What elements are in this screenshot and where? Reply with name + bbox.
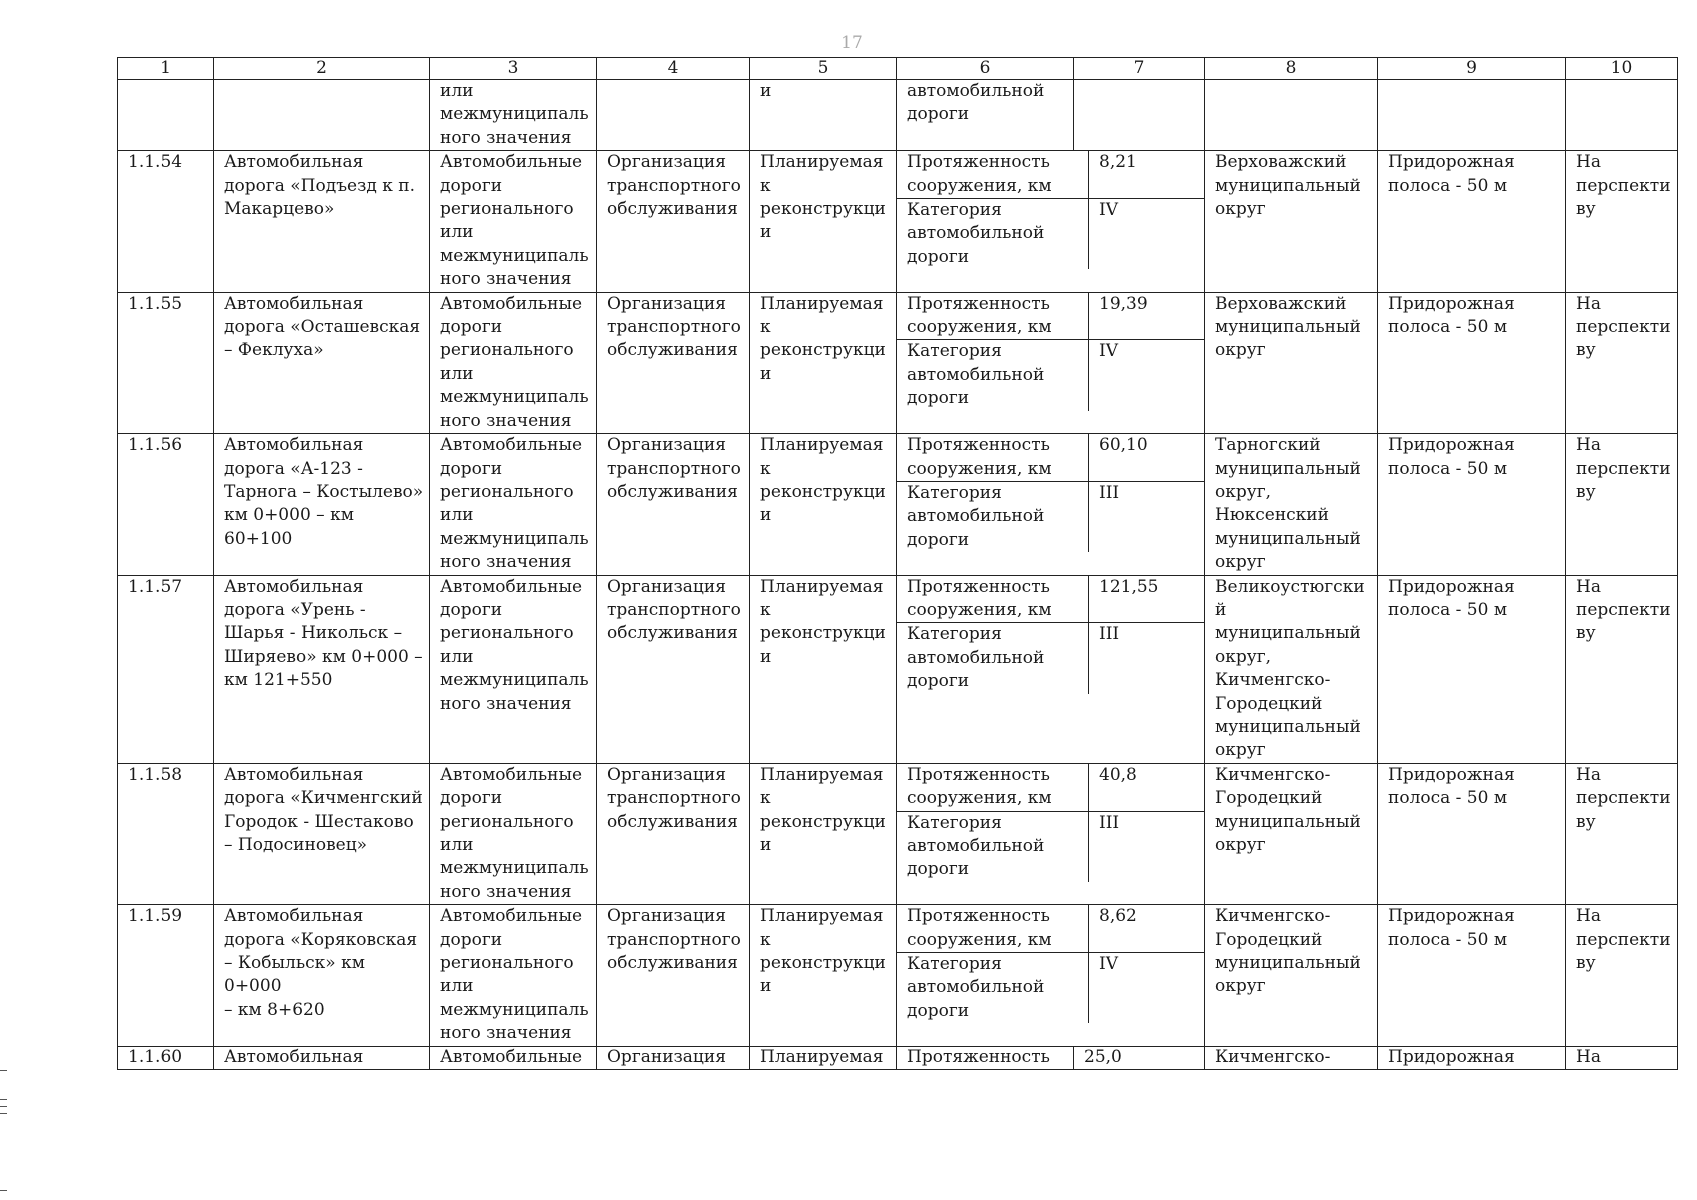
cell-location: Кичменгско- Городецкий муниципальный округ [1205, 763, 1378, 904]
cell-purpose: Организация [597, 1046, 750, 1069]
margin-mark [0, 1070, 7, 1071]
cell-object-type: Автомобильные дороги регионального или межмуниципаль ного значения [430, 292, 597, 433]
cell-object-type: или межмуниципаль ного значения [430, 80, 597, 151]
cell-number: 1.1.60 [118, 1046, 214, 1069]
header-cell: 8 [1205, 58, 1378, 80]
length-label: Протяженность сооружения, км [897, 434, 1089, 481]
characteristics-subtable [897, 151, 1204, 269]
cell-empty [1205, 80, 1378, 151]
length-value: 121,55 [1089, 576, 1205, 623]
cell-number: 1.1.59 [118, 905, 214, 1046]
length-value: 19,39 [1089, 293, 1205, 340]
header-row [118, 58, 1678, 80]
cell-object-type: Автомобильные дороги регионального или межмуниципаль ного значения [430, 434, 597, 575]
cell-name: Автомобильная дорога «Урень - Шарья - Никольск – Ширяево» км 0+000 – км 121+550 [214, 575, 430, 763]
category-label: Категория автомобильной дороги [897, 953, 1089, 1024]
characteristics-subtable [897, 434, 1204, 552]
cell-purpose: Организация транспортного обслуживания [597, 292, 750, 433]
length-label: Протяженность сооружения, км [897, 905, 1089, 952]
cell-name: Автомобильная [214, 1046, 430, 1069]
cell-status: Планируемая [750, 1046, 897, 1069]
cell-name: Автомобильная дорога «Коряковская – Кобыльск» км 0+000 – км 8+620 [214, 905, 430, 1046]
length-label: Протяженность сооружения, км [897, 764, 1089, 811]
cell-name: Автомобильная дорога «Осташевская – Феклуха» [214, 292, 430, 433]
table-row [118, 292, 1678, 433]
cell-term: На [1566, 1046, 1678, 1069]
header-cell: 10 [1566, 58, 1678, 80]
cell-location: Великоустюгски й муниципальный округ, Кичменгско- Городецкий муниципальный округ [1205, 575, 1378, 763]
length-value: 60,10 [1089, 434, 1205, 481]
header-cell: 5 [750, 58, 897, 80]
cell-term: На перспекти ву [1566, 905, 1678, 1046]
cell-location: Кичменгско- [1205, 1046, 1378, 1069]
table-row [118, 575, 1678, 763]
cell-name: Автомобильная дорога «Кичменгский Городок - Шестаково – Подосиновец» [214, 763, 430, 904]
zoning-table [117, 57, 1678, 1070]
header-cell: 3 [430, 58, 597, 80]
cell-term: На перспекти ву [1566, 575, 1678, 763]
cell-purpose: Организация транспортного обслуживания [597, 575, 750, 763]
cell-status: Планируемая к реконструкци и [750, 292, 897, 433]
category-label: Категория автомобильной дороги [897, 481, 1089, 552]
category-label: Категория автомобильной дороги [897, 623, 1089, 694]
cell-empty [1074, 80, 1205, 151]
cell-object-type: Автомобильные дороги регионального или межмуниципаль ного значения [430, 151, 597, 292]
cell-location: Верховажский муниципальный округ [1205, 151, 1378, 292]
cell-status: Планируемая к реконструкци и [750, 575, 897, 763]
cell-number: 1.1.57 [118, 575, 214, 763]
continuation-row [118, 80, 1678, 151]
cell-zone: Придорожная [1378, 1046, 1566, 1069]
cell-characteristics [897, 575, 1205, 763]
cell-characteristics [897, 434, 1205, 575]
cell-empty [118, 80, 214, 151]
cell-status: Планируемая к реконструкци и [750, 434, 897, 575]
cell-empty [1378, 80, 1566, 151]
cell-zone: Придорожная полоса - 50 м [1378, 292, 1566, 433]
cell-object-type: Автомобильные [430, 1046, 597, 1069]
length-value: 8,21 [1089, 151, 1205, 198]
category-value: IV [1099, 341, 1118, 362]
cell-number: 1.1.58 [118, 763, 214, 904]
margin-mark [0, 1190, 7, 1191]
cell-number: 1.1.55 [118, 292, 214, 433]
cell-purpose: Организация транспортного обслуживания [597, 763, 750, 904]
header-cell: 6 [897, 58, 1074, 80]
length-label: Протяженность сооружения, км [897, 293, 1089, 340]
cell-status: и [750, 80, 897, 151]
cell-term: На перспекти ву [1566, 292, 1678, 433]
table-row [118, 1046, 1678, 1069]
category-value: III [1099, 812, 1120, 833]
cell-characteristics [897, 905, 1205, 1046]
category-value: IV [1099, 954, 1118, 975]
cell-characteristic: автомобильной дороги [897, 80, 1074, 151]
table-row [118, 763, 1678, 904]
characteristics-subtable [897, 293, 1204, 411]
cell-zone: Придорожная полоса - 50 м [1378, 905, 1566, 1046]
category-label: Категория автомобильной дороги [897, 340, 1089, 411]
table-row [118, 434, 1678, 575]
header-cell: 1 [118, 58, 214, 80]
cell-zone: Придорожная полоса - 50 м [1378, 151, 1566, 292]
cell-purpose: Организация транспортного обслуживания [597, 905, 750, 1046]
header-cell: 2 [214, 58, 430, 80]
cell-characteristics [897, 763, 1205, 904]
cell-characteristics [897, 151, 1205, 292]
category-value: III [1099, 624, 1120, 645]
category-label: Категория автомобильной дороги [897, 199, 1089, 270]
cell-object-type: Автомобильные дороги регионального или межмуниципаль ного значения [430, 905, 597, 1046]
length-value: 40,8 [1089, 764, 1205, 811]
cell-status: Планируемая к реконструкци и [750, 151, 897, 292]
length-label: Протяженность сооружения, км [897, 576, 1089, 623]
cell-location: Кичменгско- Городецкий муниципальный округ [1205, 905, 1378, 1046]
characteristics-subtable [897, 905, 1204, 1023]
cell-empty [597, 80, 750, 151]
cell-empty [214, 80, 430, 151]
cell-status: Планируемая к реконструкци и [750, 905, 897, 1046]
length-value: 8,62 [1089, 905, 1205, 952]
category-value: IV [1099, 200, 1118, 221]
margin-mark [0, 1113, 7, 1114]
header-cell: 7 [1074, 58, 1205, 80]
header-cell: 4 [597, 58, 750, 80]
cell-characteristics [897, 292, 1205, 433]
table-row [118, 151, 1678, 292]
characteristics-subtable [897, 764, 1204, 882]
cell-location: Тарногский муниципальный округ, Нюксенский муниципальный округ [1205, 434, 1378, 575]
cell-zone: Придорожная полоса - 50 м [1378, 763, 1566, 904]
header-cell: 9 [1378, 58, 1566, 80]
length-label: Протяженность сооружения, км [897, 151, 1089, 198]
cell-term: На перспекти ву [1566, 151, 1678, 292]
margin-mark [0, 1106, 7, 1107]
cell-purpose: Организация транспортного обслуживания [597, 151, 750, 292]
category-label: Категория автомобильной дороги [897, 811, 1089, 882]
cell-status: Планируемая к реконструкци и [750, 763, 897, 904]
cell-term: На перспекти ву [1566, 434, 1678, 575]
characteristics-subtable [897, 576, 1204, 694]
cell-name: Автомобильная дорога «А-123 - Тарнога – Костылево» км 0+000 – км 60+100 [214, 434, 430, 575]
cell-zone: Придорожная полоса - 50 м [1378, 575, 1566, 763]
cell-object-type: Автомобильные дороги регионального или межмуниципаль ного значения [430, 575, 597, 763]
category-value: III [1099, 482, 1120, 503]
cell-zone: Придорожная полоса - 50 м [1378, 434, 1566, 575]
cell-number: 1.1.54 [118, 151, 214, 292]
cell-term: На перспекти ву [1566, 763, 1678, 904]
page-number: 17 [841, 33, 863, 53]
cell-object-type: Автомобильные дороги регионального или межмуниципаль ного значения [430, 763, 597, 904]
table-row [118, 905, 1678, 1046]
cell-number: 1.1.56 [118, 434, 214, 575]
length-value: 25,0 [1074, 1046, 1205, 1069]
cell-empty [1566, 80, 1678, 151]
cell-purpose: Организация транспортного обслуживания [597, 434, 750, 575]
length-label: Протяженность [897, 1046, 1074, 1069]
margin-mark [0, 1099, 7, 1100]
cell-name: Автомобильная дорога «Подъезд к п. Макарцево» [214, 151, 430, 292]
cell-location: Верховажский муниципальный округ [1205, 292, 1378, 433]
